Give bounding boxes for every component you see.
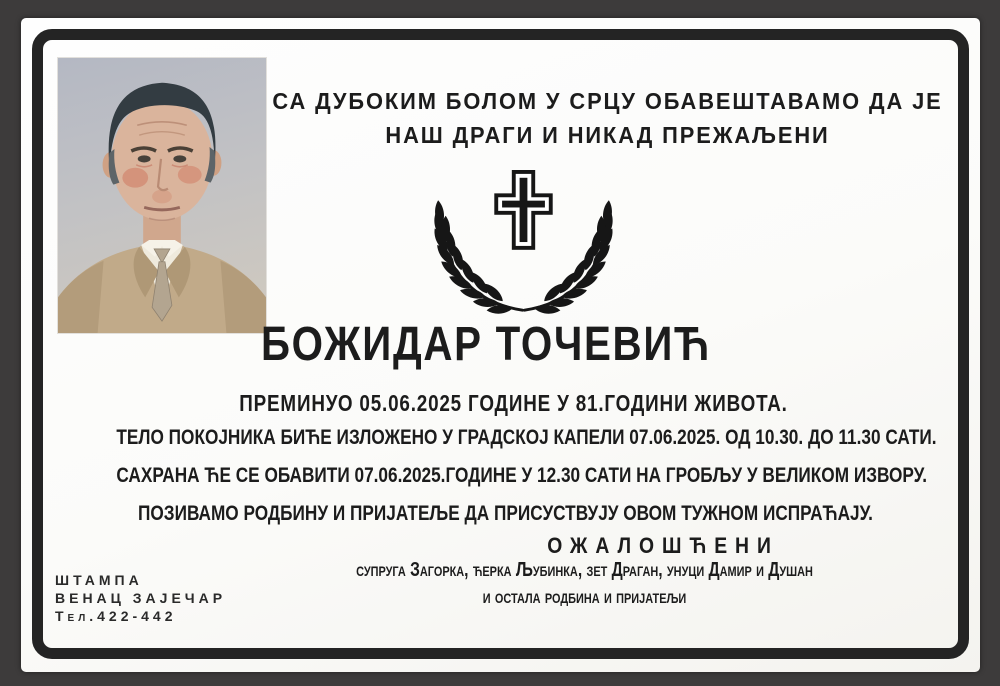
ornament-svg	[426, 170, 621, 316]
intro-line-2: НАШ ДРАГИ И НИКАД ПРЕЖАЉЕНИ	[385, 122, 830, 148]
viewing-info-line: ТЕЛО ПОКОЈНИКА БИЋЕ ИЗЛОЖЕНО У ГРАДСКОЈ КАПЕЛИ 07.06.2025. ОД 10.30. ДО 11.30 САТИ.	[116, 426, 937, 449]
portrait-photo	[57, 57, 267, 334]
funeral-info-line: САХРАНА ЋЕ СЕ ОБАВИТИ 07.06.2025.ГОДИНЕ У 12.30 САТИ НА ГРОБЉУ У ВЕЛИКОМ ИЗВОРУ.	[116, 464, 928, 487]
printer-line-2: ВЕНАЦ ЗАЈЕЧАР	[55, 590, 227, 606]
invitation-line: ПОЗИВАМО РОДБИНУ И ПРИЈАТЕЉЕ ДА ПРИСУСТВУЈУ ОВОМ ТУЖНОМ ИСПРАЋАЈУ.	[138, 502, 873, 525]
obituary-card	[21, 18, 980, 672]
mourners-heading: ОЖАЛОШЋЕНИ	[547, 533, 779, 558]
intro-line-1: СА ДУБОКИМ БОЛОМ У СРЦУ ОБАВЕШТАВАМО ДА ЈЕ	[272, 88, 943, 114]
printer-info	[55, 571, 226, 625]
portrait-illustration	[58, 58, 266, 333]
cross-wreath-ornament	[426, 170, 621, 316]
deceased-name: БОЖИДАР ТОЧЕВИЋ	[261, 318, 711, 371]
mourners-line-1: супруга Загорка, ћерка Љубинка, зет Драган, унуци Дамир и Душан	[356, 559, 813, 581]
intro-text	[271, 84, 945, 152]
printer-line-3: Тел.422-442	[55, 608, 177, 624]
cross-icon	[494, 170, 552, 250]
death-info-line: ПРЕМИНУО 05.06.2025 ГОДИНЕ У 81.ГОДИНИ ЖИВОТА.	[239, 390, 788, 416]
printer-line-1: ШТАМПА	[55, 572, 143, 588]
mourners-line-2: и остала родбина и пријатељи	[482, 586, 687, 608]
